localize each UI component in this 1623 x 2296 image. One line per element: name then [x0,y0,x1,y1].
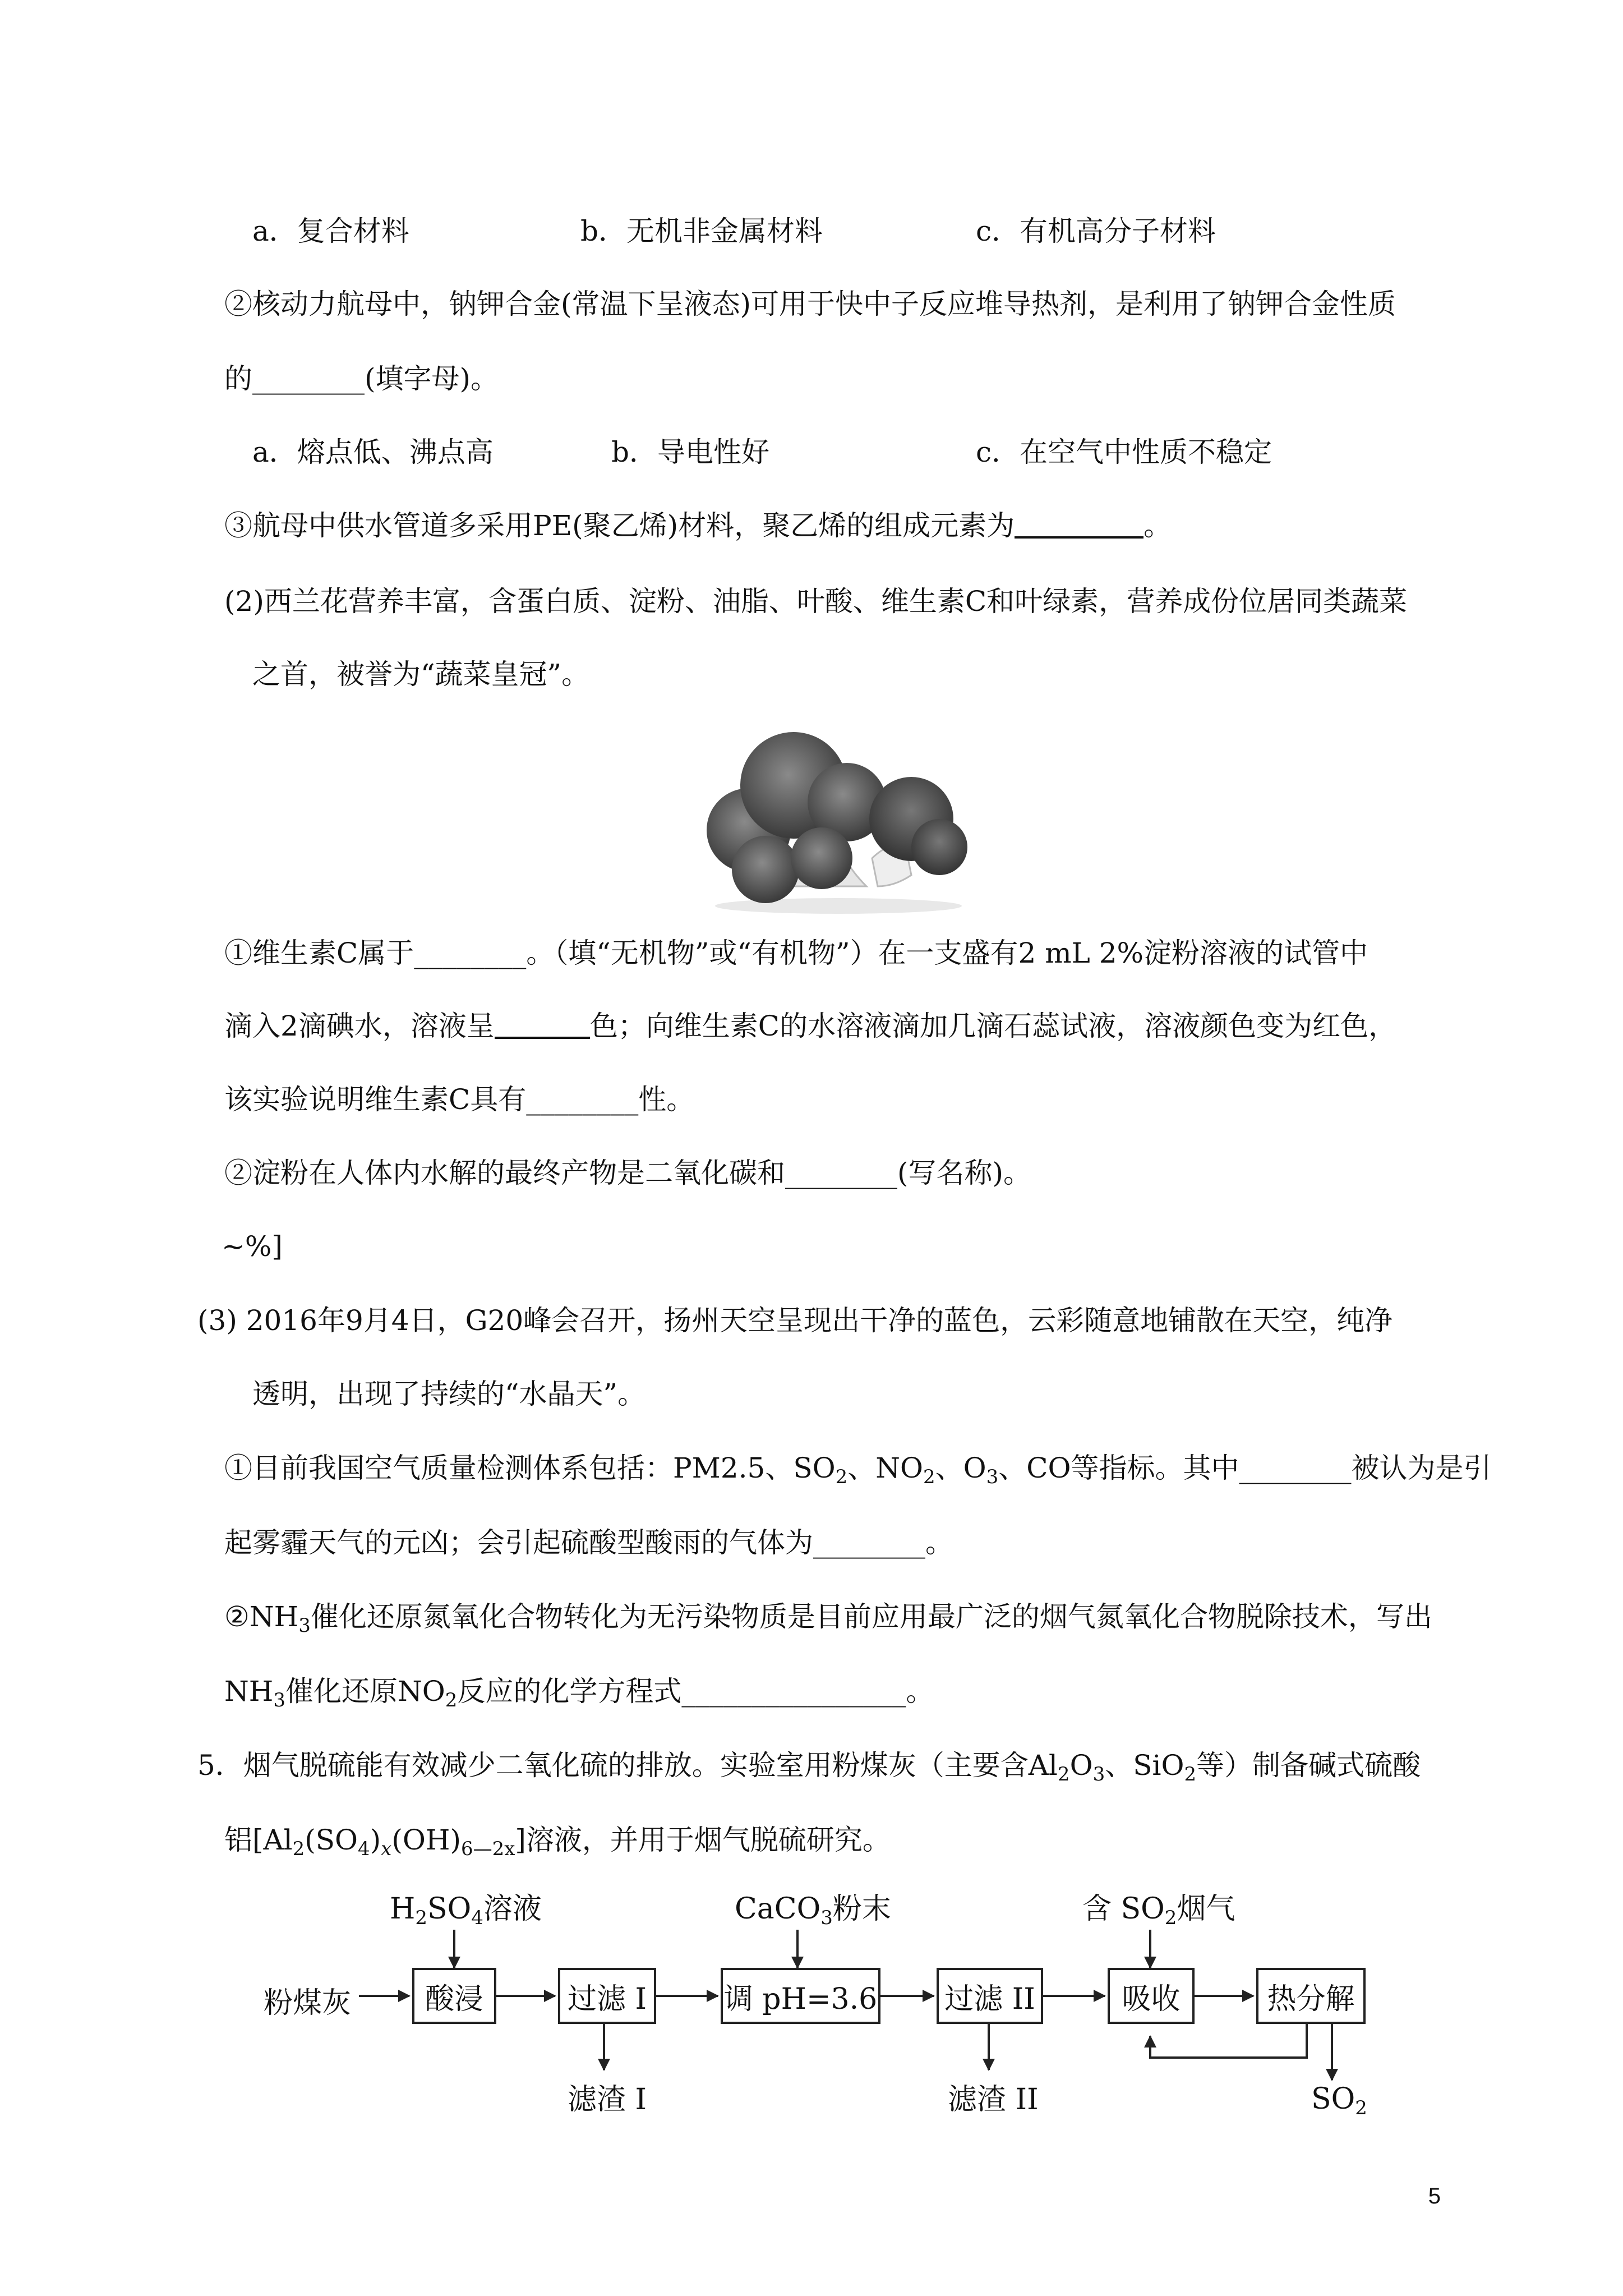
q5-line-1: 5．烟气脱硫能有效减少二氧化硫的排放。实验室用粉煤灰（主要含$Al_2O_3$、SiO$_2$等）制备碱式硫酸 [197,1749,1421,1786]
q4-line-3: ③航母中供水管道多采用PE(聚乙烯)材料，聚乙烯的组成元素为 。 [224,509,1172,542]
part-2-line-b: 之首，被誉为“蔬菜皇冠”。 [252,658,590,691]
flow-residue-2: 滤渣 II [948,2083,1039,2116]
vitamin-c-line-a: ①维生素C属于________。（填“无机物”或“有机物”）在一支盛有2 mL 2%淀粉溶液的试管中 [224,937,1368,969]
nh3-line-a: $②NH_3$催化还原氮氧化合物转化为无污染物质是目前应用最广泛的烟气氮氧化合物脱除技术，写出 [224,1600,1432,1637]
part-3-line-b: 透明，出现了持续的“水晶天”。 [252,1378,646,1410]
starch-line: ②淀粉在人体内水解的最终产物是二氧化碳和________(写名称)。 [224,1157,1032,1189]
flow-box-adjust-ph: 调 pH=3.6 [721,1968,880,2024]
stray-marks: ~%] [222,1230,283,1263]
option-c-organic: c．有机高分子材料 [976,215,1216,247]
flow-box-acid-leach: 酸浸 [412,1968,496,2024]
part-3-line-a: (3) 2016年9月4日，G20峰会召开，扬州天空呈现出干净的蓝色，云彩随意地铺散在天空，纯净 [197,1304,1393,1337]
option-b-inorganic: b．无机非金属材料 [580,215,823,247]
option-a-composite: a．复合材料 [252,215,409,247]
q4-line-2a: ②核动力航母中，钠钾合金(常温下呈液态)可用于快中子反应堆导热剂，是利用了钠钾合金性质 [224,288,1396,320]
option-b-conductive: b．导电性好 [611,436,770,468]
flow-residue-1: 滤渣 I [568,2083,647,2116]
air-quality-line-a: ①目前我国空气质量检测体系包括：PM2.5、$SO_2$、$NO_2$、$O_3$、CO等指标。其中________被认为是引 [224,1452,1492,1488]
q4-line-2b: 的________(填字母)。 [224,362,499,395]
part-2-line-a: (2)西兰花营养丰富，含蛋白质、淀粉、油脂、叶酸、维生素C和叶绿素，营养成份位居同类蔬菜 [224,585,1408,618]
flow-box-filter-1: 过滤 I [558,1968,656,2024]
vitamin-c-line-c: 该实验说明维生素C具有________性。 [224,1083,695,1116]
flow-box-filter-2: 过滤 II [937,1968,1043,2024]
flow-output-so2: $SO_2$ [1311,2082,1367,2119]
flow-reagent-h2so4: $H_2SO_4$溶液 [390,1892,542,1929]
flow-box-absorb: 吸收 [1108,1968,1195,2024]
flow-reagent-caco3: CaCO$_3$粉末 [735,1892,891,1929]
option-a-melting: a．熔点低、沸点高 [252,436,494,468]
q5-line-2: 铝$[Al_2(SO_4)_x(OH)_{6—2x}]$溶液，并用于烟气脱硫研究。 [224,1824,891,1860]
vitamin-c-line-b: 滴入2滴碘水，溶液呈 色；向维生素C的水溶液滴加几滴石蕊试液，溶液颜色变为红色， [224,1010,1397,1042]
flow-input-fly-ash: 粉煤灰 [264,1986,352,2020]
page-number: 5 [1428,2184,1441,2208]
flow-box-thermal-decomp: 热分解 [1256,1968,1366,2024]
air-quality-line-b: 起雾霾天气的元凶；会引起硫酸型酸雨的气体为________。 [224,1526,953,1559]
flow-reagent-so2-flue-gas: 含 $SO_2$烟气 [1082,1892,1235,1929]
nh3-line-b: $NH_3$催化还原$NO_2$反应的化学方程式________________。 [224,1675,934,1711]
option-c-unstable: c．在空气中性质不稳定 [976,436,1272,468]
